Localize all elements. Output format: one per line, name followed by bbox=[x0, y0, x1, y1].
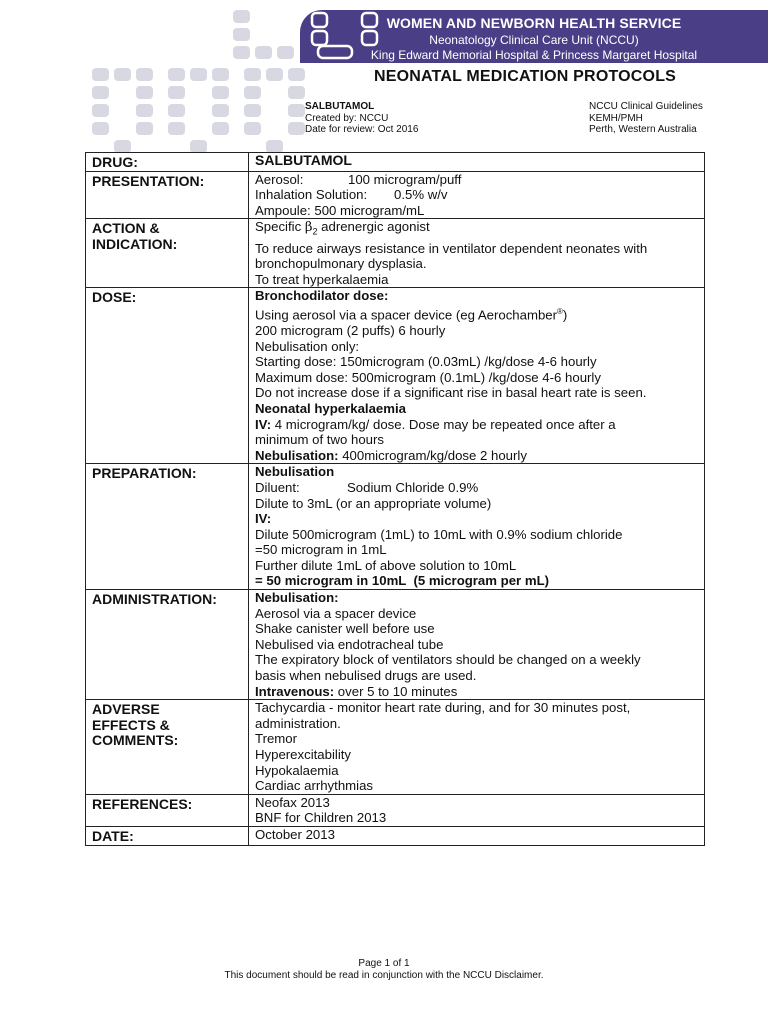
meta-drug: SALBUTAMOL bbox=[305, 101, 375, 112]
value-dose bbox=[249, 288, 705, 464]
document-meta-right bbox=[589, 101, 703, 136]
admin-line3: Nebulised via endotracheal tube bbox=[255, 636, 444, 652]
row-date bbox=[86, 826, 705, 845]
dose-iv-label: IV: bbox=[255, 416, 272, 432]
presentation-inhalation-label: Inhalation Solution: bbox=[255, 187, 368, 203]
label-adverse bbox=[86, 700, 249, 795]
action-line4: To treat hyperkalaemia bbox=[255, 271, 389, 287]
row-adverse bbox=[86, 700, 705, 795]
reference-1: Neofax 2013 bbox=[255, 794, 330, 810]
action-line2: To reduce airways resistance in ventilator dependent neonates with bbox=[255, 240, 648, 256]
label-drug: DRUG: bbox=[86, 153, 249, 172]
admin-nebulisation-heading: Nebulisation: bbox=[255, 590, 339, 606]
meta-location: Perth, Western Australia bbox=[589, 124, 697, 136]
unit-name: Neonatology Clinical Care Unit (NCCU) bbox=[429, 33, 639, 47]
action-agonist: adrenergic agonist bbox=[317, 219, 430, 235]
action-beta-sub: 2 bbox=[312, 227, 318, 238]
label-adverse-line2: EFFECTS & bbox=[92, 716, 170, 733]
dose-line7: minimum of two hours bbox=[255, 432, 384, 448]
protocol-table bbox=[85, 152, 705, 846]
prep-diluent-label: Diluent: bbox=[255, 479, 300, 495]
label-action-line2: INDICATION: bbox=[92, 235, 178, 252]
label-action-line1: ACTION & bbox=[92, 220, 160, 237]
row-presentation bbox=[86, 171, 705, 219]
prep-diluent-value: Sodium Chloride 0.9% bbox=[347, 479, 479, 495]
banner-logo-mark bbox=[306, 10, 384, 64]
label-adverse-line1: ADVERSE bbox=[92, 701, 160, 718]
adverse-line6: Cardiac arrhythmias bbox=[255, 778, 373, 794]
label-administration: ADMINISTRATION: bbox=[86, 590, 249, 700]
label-preparation: PREPARATION: bbox=[86, 464, 249, 590]
value-drug: SALBUTAMOL bbox=[249, 153, 705, 172]
dose-registered-mark: ® bbox=[557, 306, 563, 316]
adverse-line1: Tachycardia - monitor heart rate during, and for 30 minutes post, bbox=[255, 700, 631, 716]
prep-line6: = 50 microgram in 10mL (5 microgram per mL) bbox=[255, 573, 550, 589]
page-footer bbox=[0, 958, 768, 982]
presentation-aerosol-label: Aerosol: bbox=[255, 171, 304, 187]
dose-hyperkalaemia-heading: Neonatal hyperkalaemia bbox=[255, 400, 406, 416]
value-presentation bbox=[249, 171, 705, 219]
dose-line1-end: ) bbox=[562, 307, 568, 323]
value-action bbox=[249, 219, 705, 288]
label-references: REFERENCES: bbox=[86, 794, 249, 826]
row-administration bbox=[86, 590, 705, 700]
row-action bbox=[86, 219, 705, 288]
meta-guidelines: NCCU Clinical Guidelines bbox=[589, 101, 703, 112]
document-title: NEONATAL MEDICATION PROTOCOLS bbox=[373, 68, 677, 85]
organisation-name: WOMEN AND NEWBORN HEALTH SERVICE bbox=[386, 15, 682, 31]
admin-iv-text: over 5 to 10 minutes bbox=[334, 683, 458, 699]
prep-line4: =50 microgram in 1mL bbox=[255, 542, 387, 558]
label-date: DATE: bbox=[86, 826, 249, 845]
prep-iv-heading: IV: bbox=[255, 511, 272, 527]
value-date: October 2013 bbox=[249, 826, 705, 845]
prep-line2: Dilute to 3mL (or an appropriate volume) bbox=[255, 495, 492, 511]
admin-iv-label: Intravenous: bbox=[255, 683, 335, 699]
dose-line6: Do not increase dose if a significant rise in basal heart rate is seen. bbox=[255, 385, 647, 401]
presentation-aerosol-value: 100 microgram/puff bbox=[348, 171, 462, 187]
action-specific: Specific bbox=[255, 219, 305, 235]
meta-site: KEMH/PMH bbox=[589, 112, 643, 124]
meta-review-date: Date for review: Oct 2016 bbox=[305, 124, 419, 136]
admin-line2: Shake canister well before use bbox=[255, 621, 435, 637]
value-references bbox=[249, 794, 705, 826]
label-adverse-line3: COMMENTS: bbox=[92, 732, 179, 749]
hospital-names: King Edward Memorial Hospital & Princess Margaret Hospital bbox=[370, 48, 698, 62]
label-dose: DOSE: bbox=[86, 288, 249, 464]
adverse-line2: administration. bbox=[255, 715, 341, 731]
meta-created-by: Created by: NCCU bbox=[305, 112, 389, 124]
presentation-ampoule: Ampoule: 500 microgram/mL bbox=[255, 202, 425, 218]
dose-bronchodilator-heading: Bronchodilator dose: bbox=[255, 288, 389, 304]
admin-line1: Aerosol via a spacer device bbox=[255, 605, 417, 621]
value-administration bbox=[249, 590, 705, 700]
value-adverse bbox=[249, 700, 705, 795]
adverse-line4: Hyperexcitability bbox=[255, 747, 352, 762]
label-action bbox=[86, 219, 249, 288]
admin-line4: The expiratory block of ventilators should be changed on a weekly bbox=[255, 652, 641, 668]
row-drug bbox=[86, 153, 705, 172]
row-references bbox=[86, 794, 705, 826]
dose-neb-text: 400microgram/kg/dose 2 hourly bbox=[338, 447, 527, 463]
dose-neb-label: Nebulisation: bbox=[255, 447, 339, 463]
row-preparation bbox=[86, 464, 705, 590]
label-presentation: PRESENTATION: bbox=[86, 171, 249, 219]
prep-line5: Further dilute 1mL of above solution to 10mL bbox=[255, 557, 517, 573]
document-meta-left bbox=[305, 101, 418, 136]
dose-line4: Starting dose: 150microgram (0.03mL) /kg/dose 4-6 hourly bbox=[255, 354, 597, 370]
dose-line1: Using aerosol via a spacer device (eg Aerochamber bbox=[255, 307, 558, 323]
page-number: Page 1 of 1 bbox=[358, 958, 410, 969]
adverse-line3: Tremor bbox=[255, 731, 298, 747]
disclaimer-note: This document should be read in conjunction with the NCCU Disclaimer. bbox=[224, 970, 544, 981]
adverse-line5: Hypokalaemia bbox=[255, 762, 339, 778]
action-line3: bronchopulmonary dysplasia. bbox=[255, 256, 427, 272]
dose-line2: 200 microgram (2 puffs) 6 hourly bbox=[255, 322, 446, 338]
presentation-inhalation-value: 0.5% w/v bbox=[394, 187, 448, 203]
row-dose bbox=[86, 288, 705, 464]
reference-2: BNF for Children 2013 bbox=[255, 810, 387, 826]
dose-line5: Maximum dose: 500microgram (0.1mL) /kg/dose 4-6 hourly bbox=[255, 369, 601, 385]
action-beta: β bbox=[304, 220, 313, 236]
prep-line3: Dilute 500microgram (1mL) to 10mL with 0.9% sodium chloride bbox=[255, 526, 623, 542]
value-preparation bbox=[249, 464, 705, 590]
admin-line5: basis when nebulised drugs are used. bbox=[255, 668, 477, 684]
dose-line3: Nebulisation only: bbox=[255, 338, 360, 354]
prep-nebulisation-heading: Nebulisation bbox=[255, 464, 335, 480]
dose-iv-text: 4 microgram/kg/ dose. Dose may be repeated once after a bbox=[271, 416, 616, 432]
